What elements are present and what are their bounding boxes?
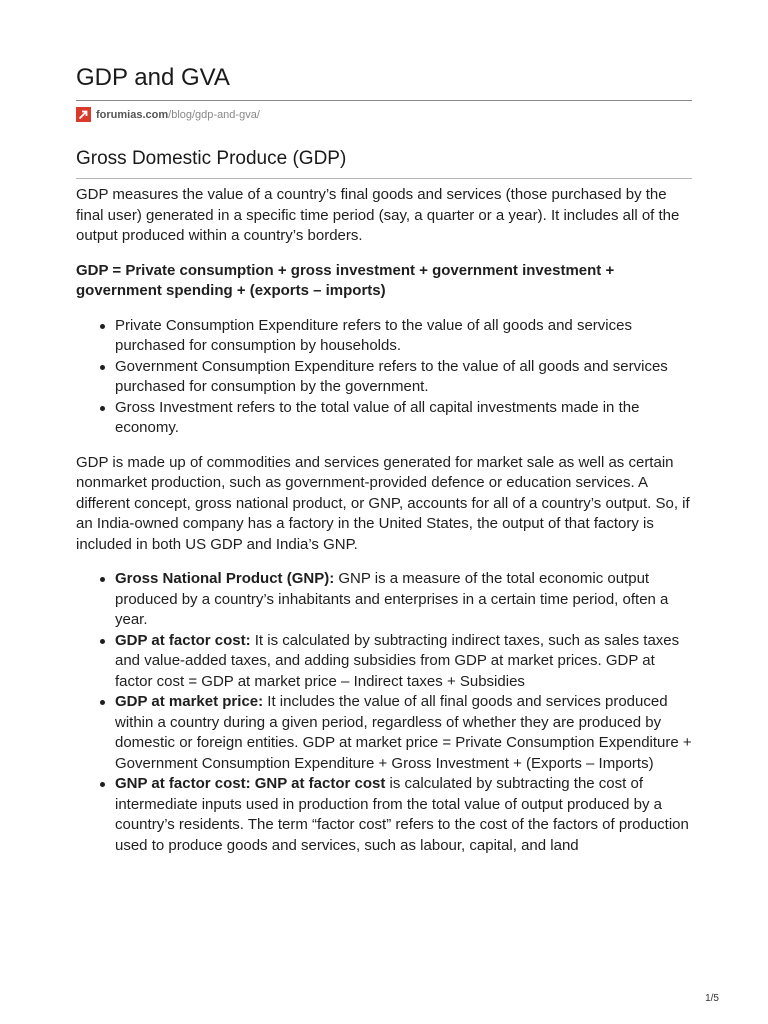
gdp-formula: GDP = Private consumption + gross investment + government investment + government spending + (exports – imports) [76, 261, 615, 299]
document-page [76, 62, 692, 856]
list-item [115, 398, 692, 439]
intro-paragraph: GDP measures the value of a country’s final goods and services (those purchased by the final user) generated in a specific time period (say, a quarter or a year). It includes all of the output produced within a country’s borders. [76, 186, 680, 244]
page-number: 1/5 [705, 993, 719, 1004]
list-item [115, 692, 692, 774]
bullet-icon [100, 577, 105, 582]
bullet-icon [100, 782, 105, 787]
term-definition: GNP is a measure of the total economic output produced by a country’s inhabitants and enterprises in a certain time period, often a year. [115, 570, 669, 628]
source-link[interactable] [76, 107, 692, 122]
section-heading: Gross Domestic Produce (GDP) [76, 146, 692, 179]
source-path: /blog/gdp-and-gva/ [168, 108, 260, 121]
list-item [115, 357, 692, 398]
gnp-paragraph: GDP is made up of commodities and services generated for market sale as well as certain nonmarket production, such as government-provided defence or education services. A different concept, gross national product, or GNP, accounts for all of a country’s output. So, if an India-owned company has a factory in the United States, the output of that factory is included in both US GDP and India’s GNP. [76, 453, 690, 553]
bullet-icon [100, 365, 105, 370]
bullet-icon [100, 700, 105, 705]
list-item [115, 316, 692, 357]
term-definition: It includes the value of all final goods and services produced within a country during a given period, regardless of whether they are produced by domestic or foreign entities. GDP at market price = Private Consumption Expenditure + Government Consumption Expenditure + Gross Investment + (Exports – Imports) [115, 693, 692, 772]
bullet-icon [100, 406, 105, 411]
term-definition: is calculated by subtracting the cost of intermediate inputs used in production from the total value of output produced by a country’s residents. The term “factor cost” refers to the cost of the factors of production used to produce goods and services, such as labour, capital, and land [115, 775, 689, 854]
term-label: GDP at factor cost: [115, 631, 251, 649]
forumias-logo-icon [76, 107, 91, 122]
list-item [115, 569, 692, 631]
definitions-list [76, 569, 692, 856]
list-item-text: Gross Investment refers to the total value of all capital investments made in the economy. [115, 398, 640, 436]
bullet-icon [100, 324, 105, 329]
list-item-text: Government Consumption Expenditure refers to the value of all goods and services purchased for consumption by the government. [115, 357, 668, 395]
list-item-text: Private Consumption Expenditure refers to the value of all goods and services purchased for consumption by households. [115, 316, 632, 354]
document-title: GDP and GVA [76, 62, 692, 101]
bullet-icon [100, 639, 105, 644]
term-label: Gross National Product (GNP): [115, 570, 335, 587]
list-item [115, 631, 692, 693]
term-label: GNP at factor cost: GNP at factor cost [115, 775, 386, 792]
expenditure-list [76, 316, 692, 439]
source-domain: forumias.com [96, 108, 169, 121]
list-item [115, 774, 692, 856]
term-definition: It is calculated by subtracting indirect taxes, such as sales taxes and value-added taxes, and adding subsidies from GDP at market prices. GDP at factor cost = GDP at market price – Indirect taxes + Subsidies [115, 631, 680, 690]
term-label: GDP at market price: [115, 693, 264, 710]
